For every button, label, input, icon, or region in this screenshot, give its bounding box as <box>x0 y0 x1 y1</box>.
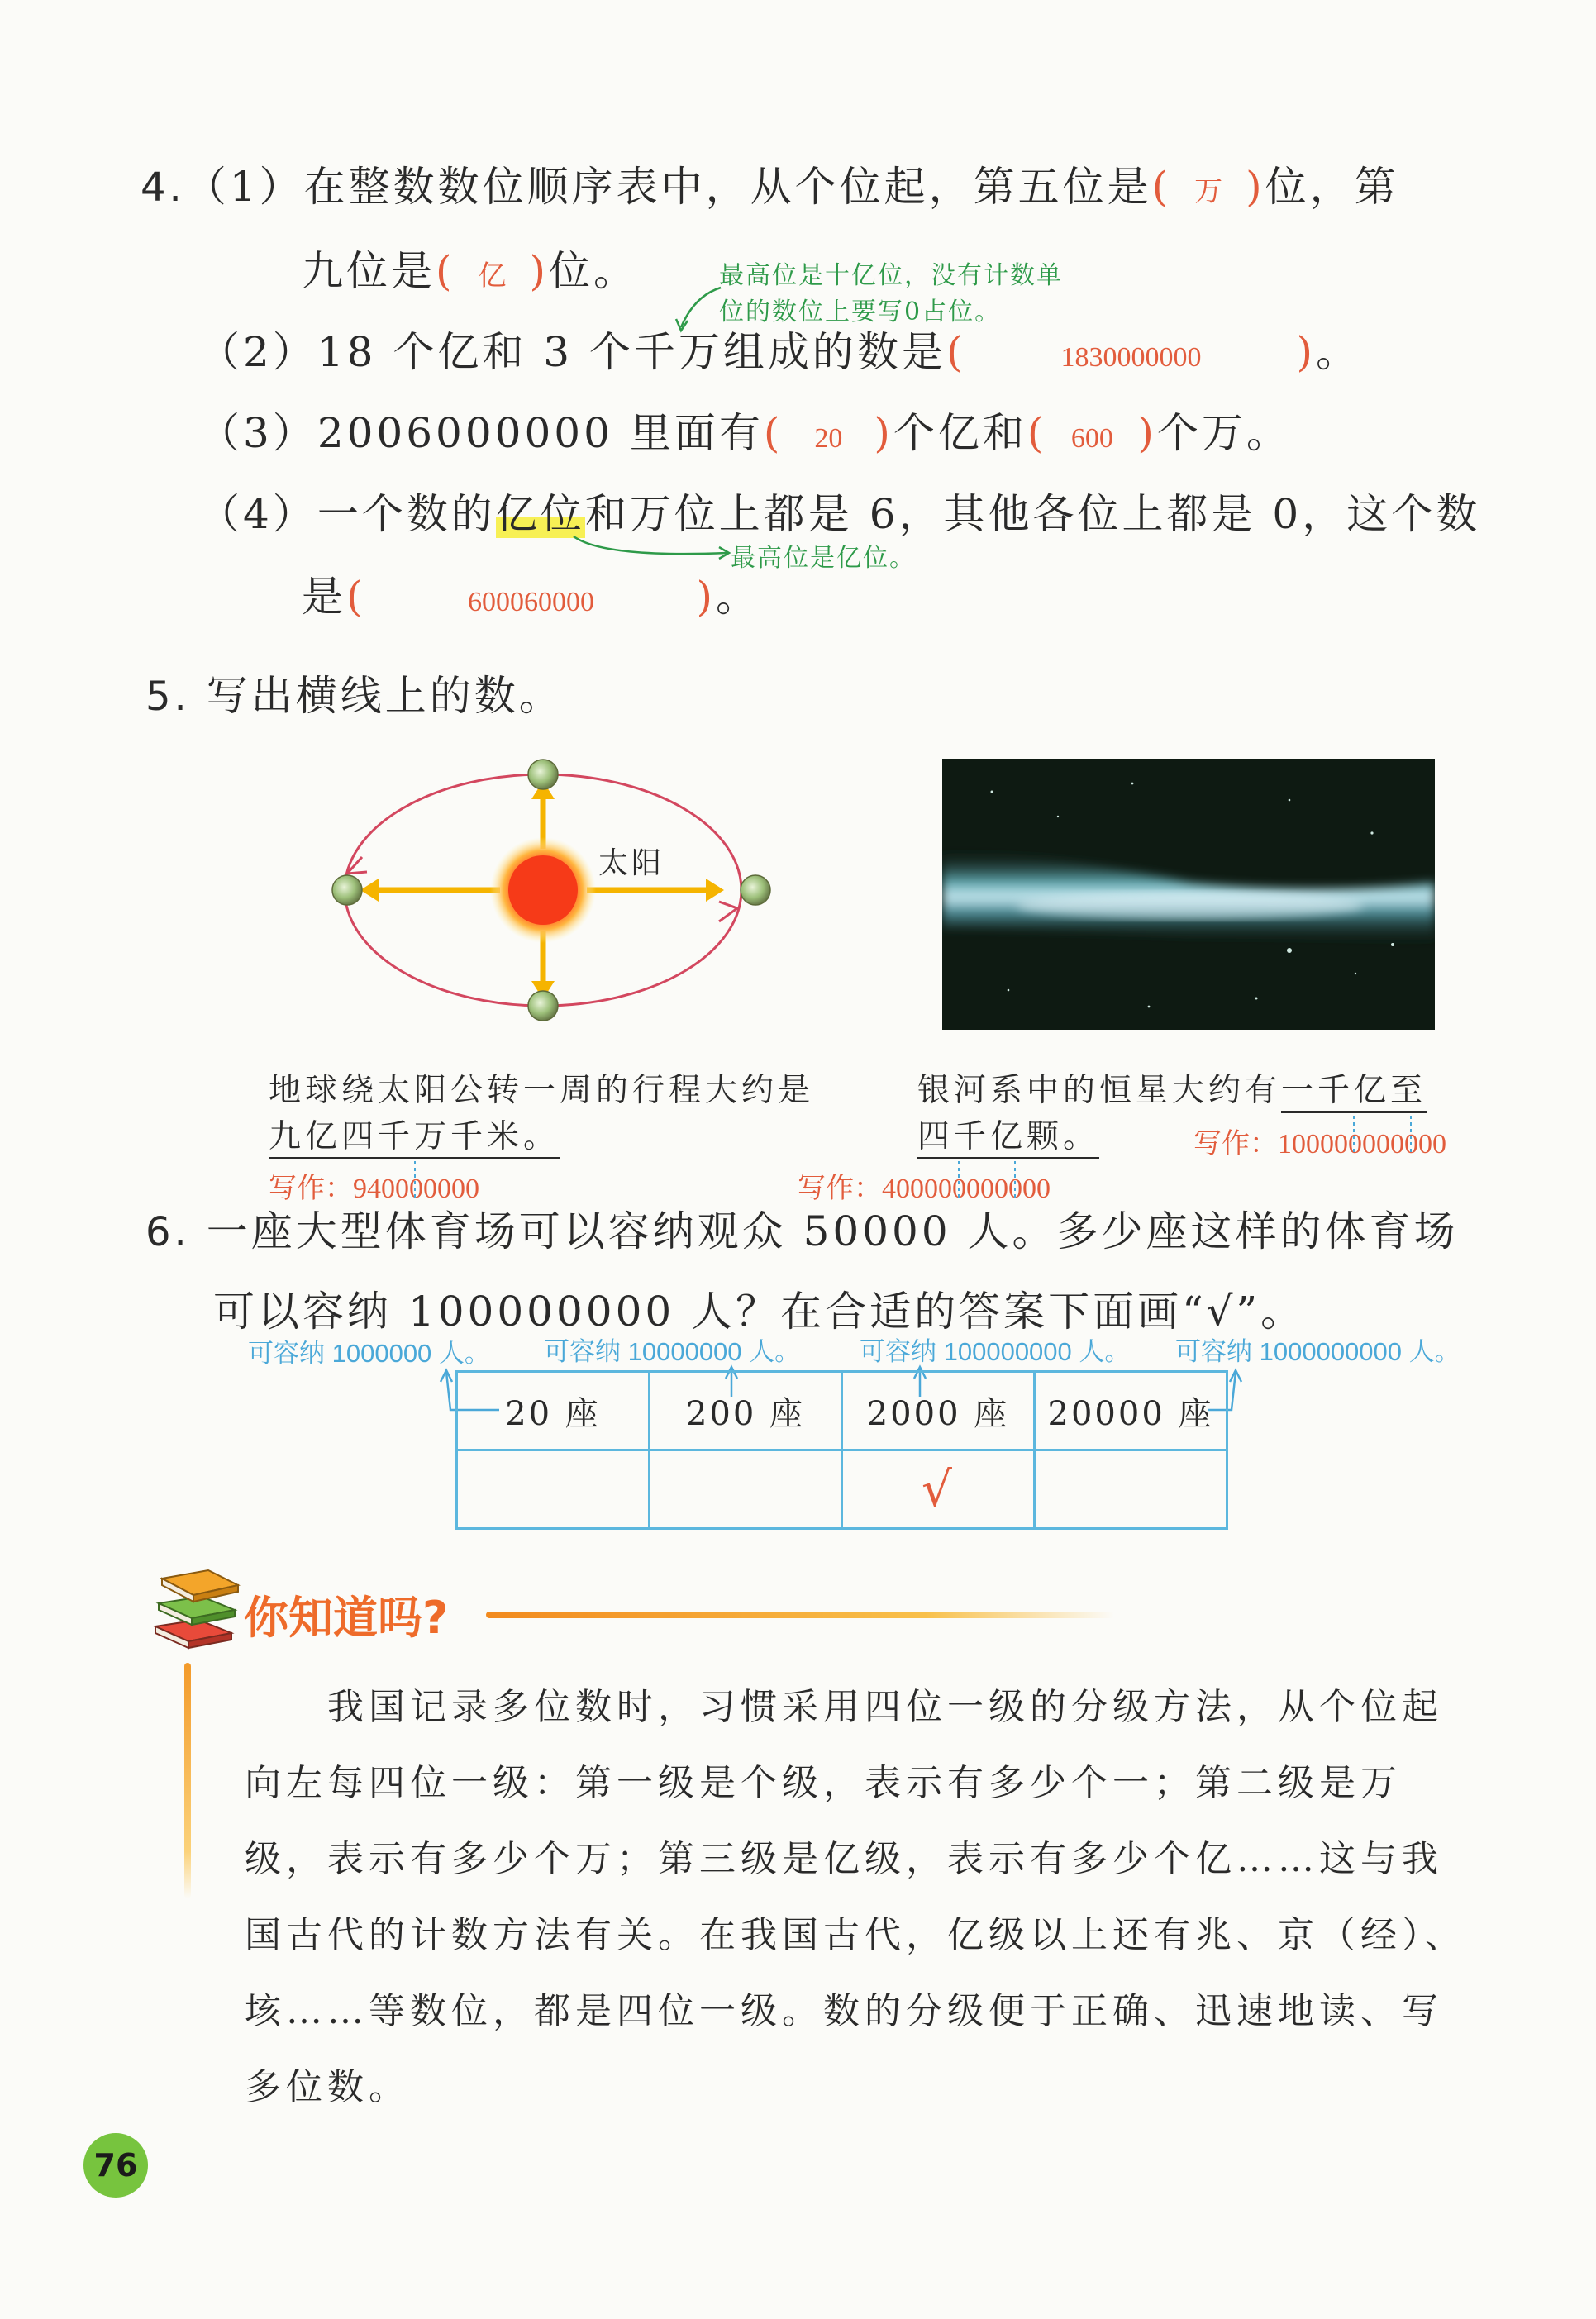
q4-p4-highlight: 亿位 <box>495 490 585 538</box>
write-value-3: 100000000000 <box>1278 1129 1446 1160</box>
answer-cell-200[interactable] <box>650 1450 842 1529</box>
q4-p2-answer: 1830000000 <box>1060 342 1202 373</box>
write-label-3: 写作： <box>1193 1127 1278 1160</box>
option-20000: 20000 座 <box>1035 1372 1227 1450</box>
q6-number: 6. <box>145 1209 190 1255</box>
hint-2: 可容纳 10000000 人。 <box>544 1337 801 1366</box>
q4-note2: 最高位是亿位。 <box>731 544 916 573</box>
hint-3: 可容纳 100000000 人。 <box>860 1337 1131 1366</box>
q4-p2-text1: 18 个亿和 3 个千万组成的数是 <box>317 328 946 376</box>
q4-p1-answer2: 亿 <box>478 260 507 293</box>
answer-cell-20[interactable] <box>457 1450 650 1529</box>
did-you-know-side-bar <box>184 1663 191 1898</box>
galaxy-caption-line1a: 银河系中的恒星大约有 <box>917 1072 1282 1109</box>
q4-number: 4. <box>141 164 185 211</box>
q4-part4-line2: 是( 600060000 )。 <box>302 572 760 627</box>
earth-caption-line2: 九亿四千万千米。 <box>269 1118 560 1160</box>
write-value-1: 940000000 <box>353 1174 479 1204</box>
q4-p4-text1: 一个数的 <box>317 490 496 538</box>
q4-p1-label: （1） <box>184 163 304 211</box>
q4-part1-line1: 4.（1）在整数数位顺序表中，从个位起，第五位是( 万 )位，第 <box>141 162 1399 217</box>
hint-1: 可容纳 1000000 人。 <box>248 1339 490 1368</box>
q6-text2: 可以容纳 100000000 人？在合适的答案下面画“√”。 <box>213 1288 1306 1336</box>
q4-p3-text2: 个亿和 <box>893 409 1027 457</box>
write-label-2: 写作： <box>798 1172 882 1205</box>
did-you-know-title: 你知道吗? <box>244 1592 449 1644</box>
write-label-1: 写作： <box>269 1172 353 1205</box>
q4-p1-text2: 位，第 <box>1265 163 1399 211</box>
q4-p4-label: （4） <box>198 490 317 538</box>
books-icon <box>149 1562 241 1653</box>
q4-p2-label: （2） <box>198 328 317 376</box>
page-number-badge: 76 <box>83 2133 148 2198</box>
answer-cell-20000[interactable] <box>1035 1450 1227 1529</box>
did-you-know-title-rule <box>486 1612 1114 1618</box>
q4-p4-text3: 是 <box>302 573 346 621</box>
q4-p1-text1: 在整数数位顺序表中，从个位起，第五位是 <box>303 163 1152 211</box>
q4-p3-label: （3） <box>198 409 317 457</box>
q4-p3-answer1: 20 <box>814 423 843 454</box>
q4-p4-text4: 。 <box>716 573 761 621</box>
q4-part1-line2: 九位是( 亿 )位。 <box>302 246 638 301</box>
answer-cell-2000[interactable] <box>842 1450 1035 1529</box>
seat-options-table <box>455 1370 1228 1530</box>
q4-p1-text3: 九位是 <box>302 247 436 295</box>
q4-p4-text2: 和万位上都是 6，其他各位上都是 0，这个数 <box>584 490 1481 538</box>
galaxy-caption-line2: 四千亿颗。 <box>917 1118 1099 1160</box>
q4-p2-text2: 。 <box>1315 328 1360 376</box>
q4-p4-answer: 600060000 <box>468 587 595 617</box>
q6-text1: 一座大型体育场可以容纳观众 50000 人。多少座这样的体育场 <box>206 1207 1459 1255</box>
q4-note1-line1: 最高位是十亿位，没有计数单 <box>719 261 1063 290</box>
q4-p3-text3: 个万。 <box>1156 409 1291 457</box>
q4-p3-answer2: 600 <box>1070 423 1113 454</box>
q5-title: 写出横线上的数。 <box>206 672 564 720</box>
q4-p3-text1: 2006000000 里面有 <box>317 409 764 457</box>
galaxy-caption-line1b: 一千亿至 <box>1281 1072 1427 1113</box>
check-mark: √ <box>922 1461 955 1517</box>
q4-part3: （3）2006000000 里面有( 20 )个亿和( 600 )个万。 <box>198 408 1291 464</box>
option-20: 20 座 <box>457 1372 650 1450</box>
hint-4: 可容纳 1000000000 人。 <box>1175 1337 1460 1366</box>
option-2000: 2000 座 <box>842 1372 1035 1450</box>
sun-label: 太阳 <box>598 846 665 880</box>
q4-part2: （2）18 个亿和 3 个千万组成的数是( 1830000000 )。 <box>198 327 1360 383</box>
q4-p1-text4: 位。 <box>549 247 639 295</box>
q4-note1-line2: 位的数位上要写0占位。 <box>719 298 1002 326</box>
did-you-know-text: 我国记录多位数时，习惯采用四位一级的分级方法，从个位起向左每四位一级：第一级是个级，表示有多少个一；第二级是万级，表示有多少个万；第三级是亿级，表示有多少个亿……这与我国古代的计数方法有关。在我国古代，亿级以上还有兆、京（经）、垓……等数位，都是四位一级。数的分级便于正确、迅速地读、写多位数。 <box>245 1686 1466 2108</box>
q5-number: 5. <box>145 674 190 720</box>
option-200: 200 座 <box>650 1372 842 1450</box>
q4-p1-answer1: 万 <box>1194 175 1223 208</box>
write-value-2: 400000000000 <box>882 1174 1051 1204</box>
earth-caption-line1: 地球绕太阳公转一周的行程大约是 <box>269 1072 815 1109</box>
